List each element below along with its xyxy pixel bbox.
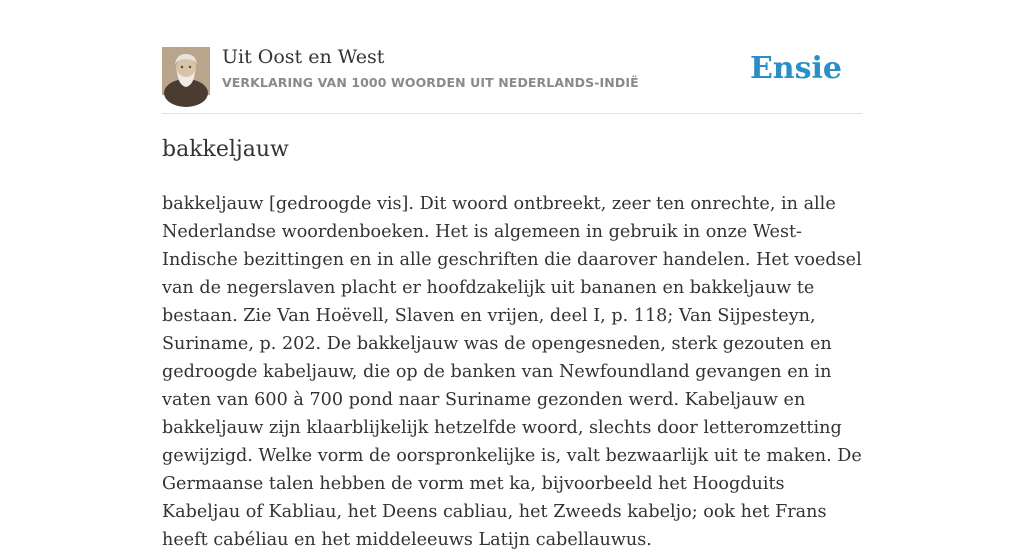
entry-body: bakkeljauw [gedroogde vis]. Dit woord ontbreekt, zeer ten onrechte, in alle Nederlandse woordenboeken. Het is algemeen in gebruik in onze West-Indische bezittingen en in alle geschriften die daarover handelen. Het voedsel van de negerslaven placht er hoofdzakelijk uit bananen en bakkeljauw te bestaan. Zie Van Hoëvell, Slaven en vrijen, deel I, p. 118; Van Sijpesteyn, Suriname, p. 202. De bakkeljauw was de opengesneden, sterk gezouten en gedroogde kabeljauw, die op de banken van Newfoundland gevangen en in vaten van 600 à 700 pond naar Suriname gezonden werd. Kabeljauw en bakkeljauw zijn klaarblijkelijk hetzelfde woord, slechts door letteromzetting gewijzigd. Welke vorm de oorspronkelijke is, valt bezwaarlijk uit te maken. De Germaanse talen hebben de vorm met ka, bijvoorbeeld het Hoogduits Kabeljau of Kabliau, het Deens cabliau, het Zweeds kabeljo; ook het Frans heeft cabéliau en het middeleeuws Latijn cabellauwus. — [162, 194, 862, 550]
source-subtitle: VERKLARING VAN 1000 WOORDEN UIT NEDERLANDS-INDIË — [222, 75, 639, 90]
ensie-logo[interactable]: Ensie — [749, 51, 842, 86]
content-container — [162, 0, 862, 550]
header — [162, 0, 862, 114]
entry-title: bakkeljauw — [162, 137, 289, 162]
portrait-image — [162, 47, 210, 95]
author-avatar-icon[interactable] — [162, 47, 210, 95]
source-title[interactable]: Uit Oost en West — [222, 46, 385, 68]
